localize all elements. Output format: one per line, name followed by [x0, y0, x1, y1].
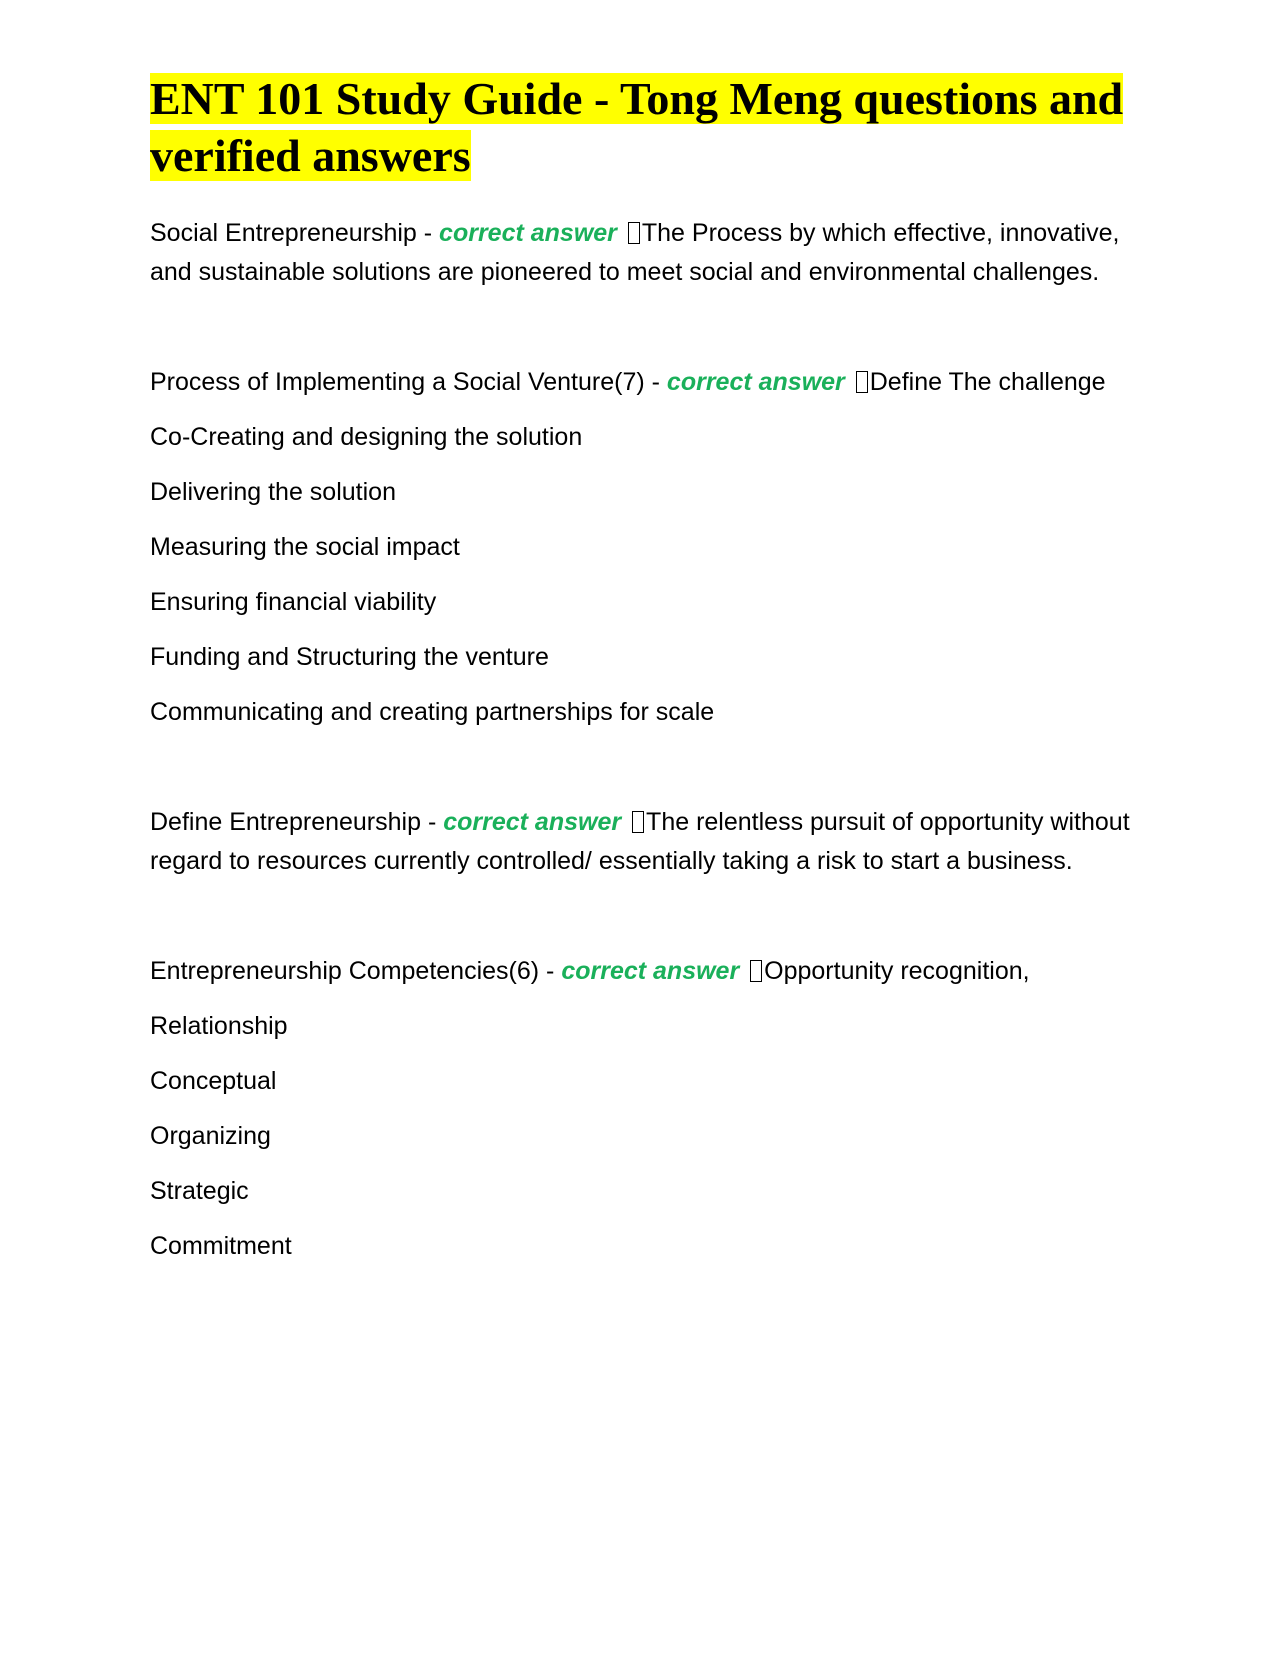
question-text: Social Entrepreneurship -: [150, 219, 440, 247]
question-text: Process of Implementing a Social Venture(7) -: [150, 368, 667, 396]
qa-block-implementing-social-venture: [150, 363, 1130, 732]
question-text: Define Entrepreneurship -: [150, 808, 444, 836]
missing-glyph-icon: [856, 371, 868, 393]
qa-paragraph: [150, 952, 1130, 991]
list-item: Organizing: [150, 1122, 271, 1150]
qa-paragraph: [150, 214, 1130, 292]
document-page: [150, 70, 1130, 1266]
correct-answer-label: correct answer: [561, 957, 740, 985]
list-item: Funding and Structuring the venture: [150, 643, 549, 671]
list-item: Strategic: [150, 1177, 249, 1205]
qa-paragraph: [150, 363, 1130, 402]
answer-text: The Process by which effective, innovative, and sustainable solutions are pioneered to meet social and environmental challenges.: [150, 219, 1120, 286]
answer-text: Opportunity recognition,: [764, 957, 1030, 985]
correct-answer-label: correct answer: [439, 219, 617, 247]
document-title: [150, 70, 1130, 184]
missing-glyph-icon: [628, 222, 640, 244]
qa-block-social-entrepreneurship: [150, 214, 1130, 292]
missing-glyph-icon: [632, 811, 644, 833]
qa-paragraph: [150, 803, 1130, 881]
list-item: Conceptual: [150, 1067, 277, 1095]
list-item: Communicating and creating partnerships for scale: [150, 698, 715, 726]
list-item: Measuring the social impact: [150, 533, 460, 561]
list-item: Co-Creating and designing the solution: [150, 423, 583, 451]
question-text: Entrepreneurship Competencies(6) -: [150, 957, 562, 985]
correct-answer-label: correct answer: [666, 368, 845, 396]
list-item: Ensuring financial viability: [150, 588, 437, 616]
missing-glyph-icon: [750, 960, 762, 982]
answer-text: Define The challenge: [869, 368, 1106, 396]
correct-answer-label: correct answer: [443, 808, 622, 836]
qa-block-entrepreneurship-competencies: [150, 952, 1130, 1266]
title-highlight: ENT 101 Study Guide - Tong Meng questions and verified answers: [150, 73, 1124, 181]
answer-text: The relentless pursuit of opportunity without regard to resources currently controlled/ essentially taking a risk to start a business.: [150, 808, 1130, 875]
list-item: Commitment: [150, 1232, 292, 1260]
qa-block-define-entrepreneurship: [150, 803, 1130, 881]
list-item: Delivering the solution: [150, 478, 396, 506]
list-item: Relationship: [150, 1012, 288, 1040]
